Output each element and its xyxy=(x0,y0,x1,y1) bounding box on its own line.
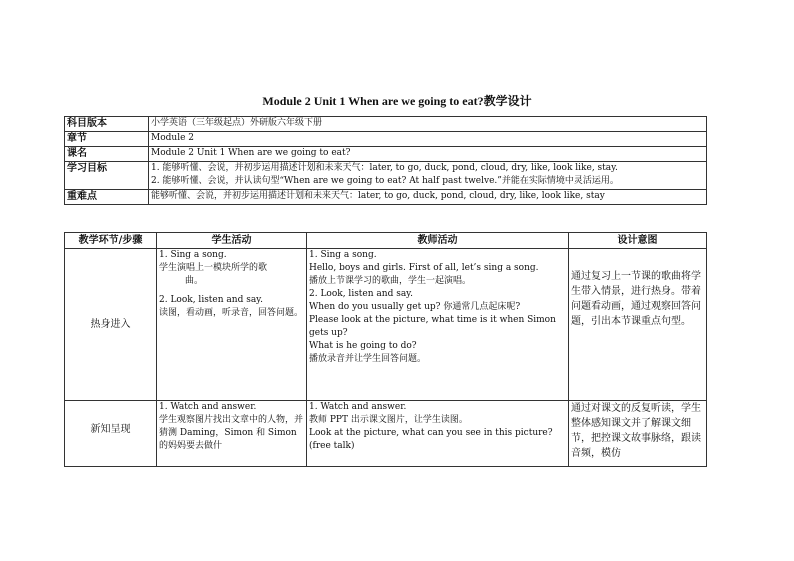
objective-line: 1. 能够听懂、会说，并初步运用描述计划和未来天气：later, to go, duck, pond, cloud, dry, like, look like, stay. xyxy=(151,163,618,173)
header-stage: 教学环节/步骤 xyxy=(65,233,157,249)
teacher-line: 播放上节课学习的歌曲，学生一起演唱。 xyxy=(309,276,472,286)
info-value: 小学英语（三年级起点）外研版六年级下册 xyxy=(149,117,707,132)
student-line: 1. Sing a song. xyxy=(159,250,227,260)
table-row xyxy=(65,249,707,401)
info-value: 能够听懂、会说，并初步运用描述计划和未来天气：later, to go, duck, pond, cloud, dry, like, look like, stay xyxy=(149,190,707,205)
info-value: Module 2 xyxy=(149,132,707,147)
header-student: 学生活动 xyxy=(157,233,307,249)
table-row xyxy=(65,401,707,467)
student-cell xyxy=(157,401,307,467)
teacher-line: When do you usually get up? 你通常几点起床呢? xyxy=(309,302,521,312)
info-value: Module 2 Unit 1 When are we going to eat? xyxy=(149,147,707,162)
header-design: 设计意图 xyxy=(569,233,707,249)
student-line: 曲。 xyxy=(185,276,204,286)
info-row xyxy=(65,190,707,205)
info-row xyxy=(65,132,707,147)
teacher-cell xyxy=(307,249,569,401)
teacher-line: Please look at the picture, what time is it when Simon gets up? xyxy=(309,315,556,338)
info-table xyxy=(64,116,707,205)
teacher-line: 2. Look, listen and say. xyxy=(309,289,413,299)
info-value xyxy=(149,162,707,190)
student-line: 2. Look, listen and say. xyxy=(159,295,263,305)
info-label: 重难点 xyxy=(65,190,149,205)
student-line: 1. Watch and answer. xyxy=(159,402,257,412)
student-line: 学生演唱上一模块所学的歌 xyxy=(159,263,268,273)
teacher-line: 1. Watch and answer. xyxy=(309,402,407,412)
student-line: 读图，看动画，听录音，回答问题。 xyxy=(159,308,304,318)
plan-table xyxy=(64,232,707,467)
info-row xyxy=(65,147,707,162)
design-cell: 通过对课文的反复听读，学生整体感知课文并了解课文细节，把控课文故事脉络，跟读音频，模仿 xyxy=(569,401,707,467)
teacher-line: Look at the picture, what can you see in this picture? (free talk) xyxy=(309,428,553,451)
objective-line: 2. 能够听懂、会说，并认读句型“When are we going to eat? At half past twelve.”并能在实际情境中灵活运用。 xyxy=(151,176,619,186)
student-cell xyxy=(157,249,307,401)
page-title: Module 2 Unit 1 When are we going to eat?教学设计 xyxy=(262,94,532,108)
teacher-cell xyxy=(307,401,569,467)
teacher-line: 教师 PPT 出示课文图片，让学生读图。 xyxy=(309,415,468,425)
info-row xyxy=(65,117,707,132)
plan-header-row xyxy=(65,233,707,249)
teacher-line: What is he going to do? xyxy=(309,341,417,351)
design-cell: 通过复习上一节课的歌曲将学生带入情景，进行热身。带着问题看动画，通过观察回答问题，引出本节课重点句型。 xyxy=(569,249,707,401)
stage-cell: 新知呈现 xyxy=(65,401,157,467)
student-line: 学生观察图片找出文章中的人物，并猜测 Daming，Simon 和 Simon 的妈妈要去做什 xyxy=(159,415,304,451)
info-label: 章节 xyxy=(65,132,149,147)
info-row xyxy=(65,162,707,190)
info-label: 科目版本 xyxy=(65,117,149,132)
header-teacher: 教师活动 xyxy=(307,233,569,249)
teacher-line: 播放录音并让学生回答问题。 xyxy=(309,354,427,364)
stage-cell: 热身进入 xyxy=(65,249,157,401)
info-label: 课名 xyxy=(65,147,149,162)
teacher-line: Hello, boys and girls. First of all, let’s sing a song. xyxy=(309,263,539,273)
info-label: 学习目标 xyxy=(65,162,149,190)
teacher-line: 1. Sing a song. xyxy=(309,250,377,260)
